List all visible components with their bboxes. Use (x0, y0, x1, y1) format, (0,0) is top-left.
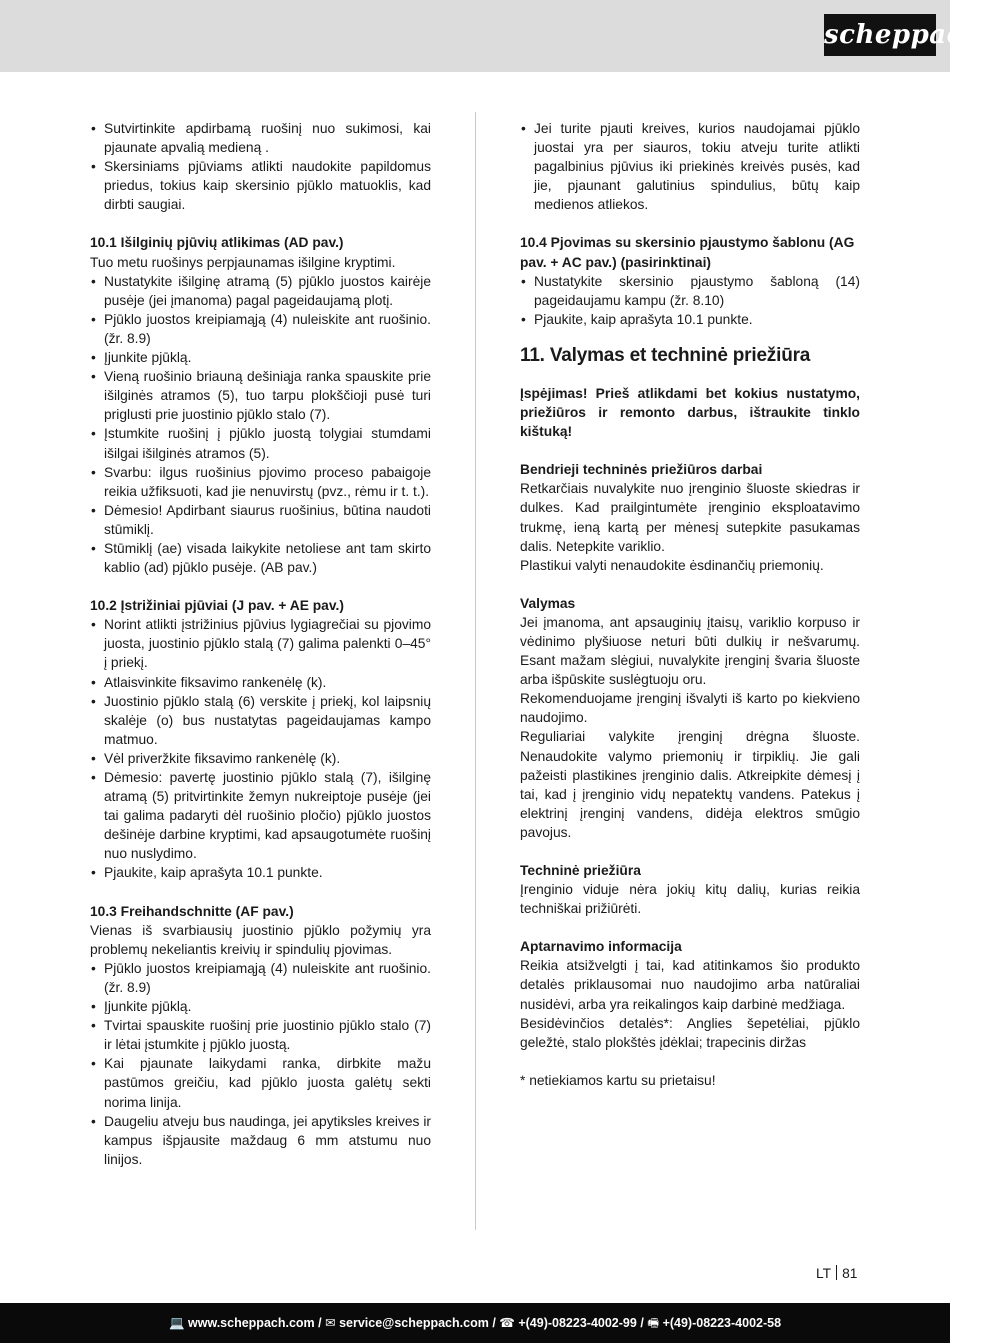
chapter-title-11: 11. Valymas et techninė priežiūra (520, 344, 811, 366)
list-item: • Jei turite pjauti kreives, kurios naudojamai pjūklo juostai yra per siauros, tokiu atveju turite atlikti pagalbinius pjūvius iki priekinės kreivės pusės, kad jie, pjaunant galutinius spindulius, būtų kaip medienos atliekos. (520, 119, 860, 214)
section-10-2-list (90, 615, 431, 882)
mail-icon: ✉ (325, 1316, 336, 1330)
section-10-4-list (520, 272, 860, 329)
subsection-title-general: Bendrieji techninės priežiūros darbai (520, 462, 763, 478)
section-text: Vienas iš svarbiausių juostinio pjūklo požymių yra problemų nekeliantis kreivių ir spindulių pjovimas. (90, 922, 431, 957)
list-item: • Juostinio pjūklo stalą (6) verskite į priekį, kol laipsnių skalėje (o) bus nustatytas pageidaujamas kampo matmuo. (90, 692, 431, 749)
footer-fax: +(49)-08223-4002-58 (662, 1316, 782, 1330)
list-item: • Vieną ruošinio briauną dešiniąja ranka spauskite prie išilginės atramos (5), tuo tarpu plokščioji pusė turi priglusti prie juostinio pjūklo stalo (7). (90, 367, 431, 424)
section-text: Tuo metu ruošinys perpjaunamas išilgine kryptimi. (90, 254, 396, 270)
header-bar (0, 0, 982, 72)
section-text: Rekomenduojame įrenginį išvalyti iš karto po kiekvieno naudojimo. (520, 691, 860, 726)
footer-separator: / (640, 1316, 648, 1330)
footer-separator: / (492, 1316, 500, 1330)
section-title-10-4: 10.4 Pjovimas su skersinio pjaustymo šablonu (AG pav. + AC pav.) (pasirinktinai) (520, 235, 855, 270)
list-item: • Dėmesio: pavertę juostinio pjūklo stalą (7), išilginę atramą (5) pritvirtinkite žemyn nukreiptoje pusėje (jei tai galima padaryti dėl ruošinio pločio) pjūklo juostos dešinėje darbine kryptimi, kad apsaugotumėte ruošinį nuo nuslydimo. (90, 768, 431, 863)
section-title-10-3: 10.3 Freihandschnitte (AF pav.) (90, 903, 294, 919)
subsection-title-service: Aptarnavimo informacija (520, 939, 682, 955)
intro-list (90, 119, 431, 214)
section-10-3-list (90, 959, 431, 1169)
page-number-value: 81 (842, 1266, 858, 1281)
list-item: • Daugeliu atveju bus naudinga, jei apytiksles kreives ir kampus išpjausite maždaug 6 mm atstumu nuo linijos. (90, 1112, 431, 1169)
list-item: • Dėmesio! Apdirbant siaurus ruošinius, būtina naudoti stūmiklį. (90, 501, 431, 539)
footer-phone: +(49)-08223-4002-99 (518, 1316, 637, 1330)
intro-list (520, 119, 860, 214)
list-item: • Norint atlikti įstrižinius pjūvius lygiagrečiai su pjovimo juosta, juostinio pjūklo stalą (7) galima palenkti 0–45° į priekį. (90, 615, 431, 672)
section-title-10-1: 10.1 Išilginių pjūvių atlikimas (AD pav.) (90, 235, 344, 251)
computer-icon: 💻 (168, 1316, 185, 1330)
list-item: • Vėl priveržkite fiksavimo rankenėlę (k). (90, 749, 431, 768)
page-number (816, 1265, 857, 1283)
section-text: Retkarčiais nuvalykite nuo įrenginio šluoste skiedras ir dulkes. Kad prailgintumėte įrenginio eksploatavimo trukmę, ieną kartą per mėnesį sutepkite pasukamas dalis. Netepkite variklio. (520, 481, 860, 554)
section-text: Reguliariai valykite įrenginį drėgna šluoste. Nenaudokite valymo priemonių ir tirpiklių. Jie gali pažeisti plastikines įrenginio dalis. Atkreipkite dėmesį į tai, kad į įrenginio vidų nepatektų vandens. Patekus į elektrinį įrenginį vandens, didėja elektros smūgio pavojus. (520, 729, 860, 840)
list-item: • Sutvirtinkite apdirbamą ruošinį nuo sukimosi, kai pjaunate apvalią medieną . (90, 119, 431, 157)
list-item: • Atlaisvinkite fiksavimo rankenėlę (k). (90, 673, 431, 692)
section-text: Įrenginio viduje nėra jokių kitų dalių, kurias reikia techniškai prižiūrėti. (520, 882, 860, 917)
warning-text: Įspėjimas! Prieš atlikdami bet kokius nustatymo, priežiūros ir remonto darbus, ištraukite tinklo kištuką! (520, 385, 860, 440)
column-divider (475, 112, 476, 1230)
list-item: • Nustatykite išilginę atramą (5) pjūklo juostos kairėje pusėje (jei įmanoma) pagal pageidaujamą plotį. (90, 272, 431, 310)
phone-icon: ☎ (499, 1316, 515, 1330)
section-text: Plastikui valyti nenaudokite ėsdinančių priemonių. (520, 557, 824, 573)
section-title-10-2: 10.2 Įstrižiniai pjūviai (J pav. + AE pav.) (90, 598, 344, 614)
language-code: LT (816, 1266, 832, 1281)
footer-website[interactable]: www.scheppach.com (188, 1316, 315, 1330)
list-item: • Įjunkite pjūklą. (90, 348, 431, 367)
list-item: • Svarbu: ilgus ruošinius pjovimo proceso pabaigoje reikia užfiksuoti, kad jie nenuvirstų (pvz., rėmu ir t. t.). (90, 463, 431, 501)
list-item: • Skersiniams pjūviams atlikti naudokite papildomus priedus, tokius kaip skersinio pjūklo matuoklis, kad dirbti saugiai. (90, 157, 431, 214)
brand-logo: scheppach (824, 14, 936, 56)
left-column (90, 119, 431, 1169)
list-item: • Įjunkite pjūklą. (90, 997, 431, 1016)
footnote: * netiekiamos kartu su prietaisu! (520, 1072, 716, 1088)
footer-email[interactable]: service@scheppach.com (339, 1316, 489, 1330)
list-item: • Nustatykite skersinio pjaustymo šabloną (14) pageidaujamu kampu (žr. 8.10) (520, 272, 860, 310)
list-item: • Pjaukite, kaip aprašyta 10.1 punkte. (90, 863, 431, 882)
list-item: • Stūmiklį (ae) visada laikykite netoliese ant tam skirto kablio (ad) pjūklo pusėje. (AB pav.) (90, 539, 431, 577)
footer-separator: / (318, 1316, 326, 1330)
list-item: • Tvirtai spauskite ruošinį prie juostinio pjūklo stalo (7) ir lėtai įstumkite į pjūklo juostą. (90, 1016, 431, 1054)
page-number-separator (836, 1265, 837, 1280)
right-column (520, 119, 860, 1090)
list-item: • Pjūklo juostos kreipiamąją (4) nuleiskite ant ruošinio. (žr. 8.9) (90, 310, 431, 348)
list-item: • Pjūklo juostos kreipiamąją (4) nuleiskite ant ruošinio. (žr. 8.9) (90, 959, 431, 997)
section-10-1-list (90, 272, 431, 578)
footer-bar (0, 1303, 950, 1343)
list-item: • Pjaukite, kaip aprašyta 10.1 punkte. (520, 310, 860, 329)
subsection-title-maintenance: Techninė priežiūra (520, 863, 641, 878)
section-text: Besidėvinčios detalės*: Anglies šepetėliai, pjūklo geležtė, stalo plokštės įdėklai; trapecinis diržas (520, 1015, 860, 1050)
list-item: • Įstumkite ruošinį į pjūklo juostą tolygiai stumdami išilgai išilginės atramos (5). (90, 424, 431, 462)
section-text: Reikia atsižvelgti į tai, kad atitinkamos šio produkto detalės priklausomai nuo naudojimo arba natūraliai nusidėvi, arba yra reikalingos kaip darbinė medžiaga. (520, 958, 860, 1012)
list-item: • Kai pjaunate laikydami ranka, dirbkite mažu pastūmos greičiu, kad pjūklo juosta galėtų sekti norima linija. (90, 1054, 431, 1111)
section-text: Jei įmanoma, ant apsauginių įtaisų, variklio korpuso ir vėdinimo plyšiuose neturi būti dulkių ir nešvarumų. Esant mažam slėgiui, nuvalykite įrenginį švaria šluoste arba išpūskite suslėgtuoju oru. (520, 614, 860, 688)
fax-icon: 🖷 (647, 1316, 660, 1330)
subsection-title-cleaning: Valymas (520, 595, 576, 611)
